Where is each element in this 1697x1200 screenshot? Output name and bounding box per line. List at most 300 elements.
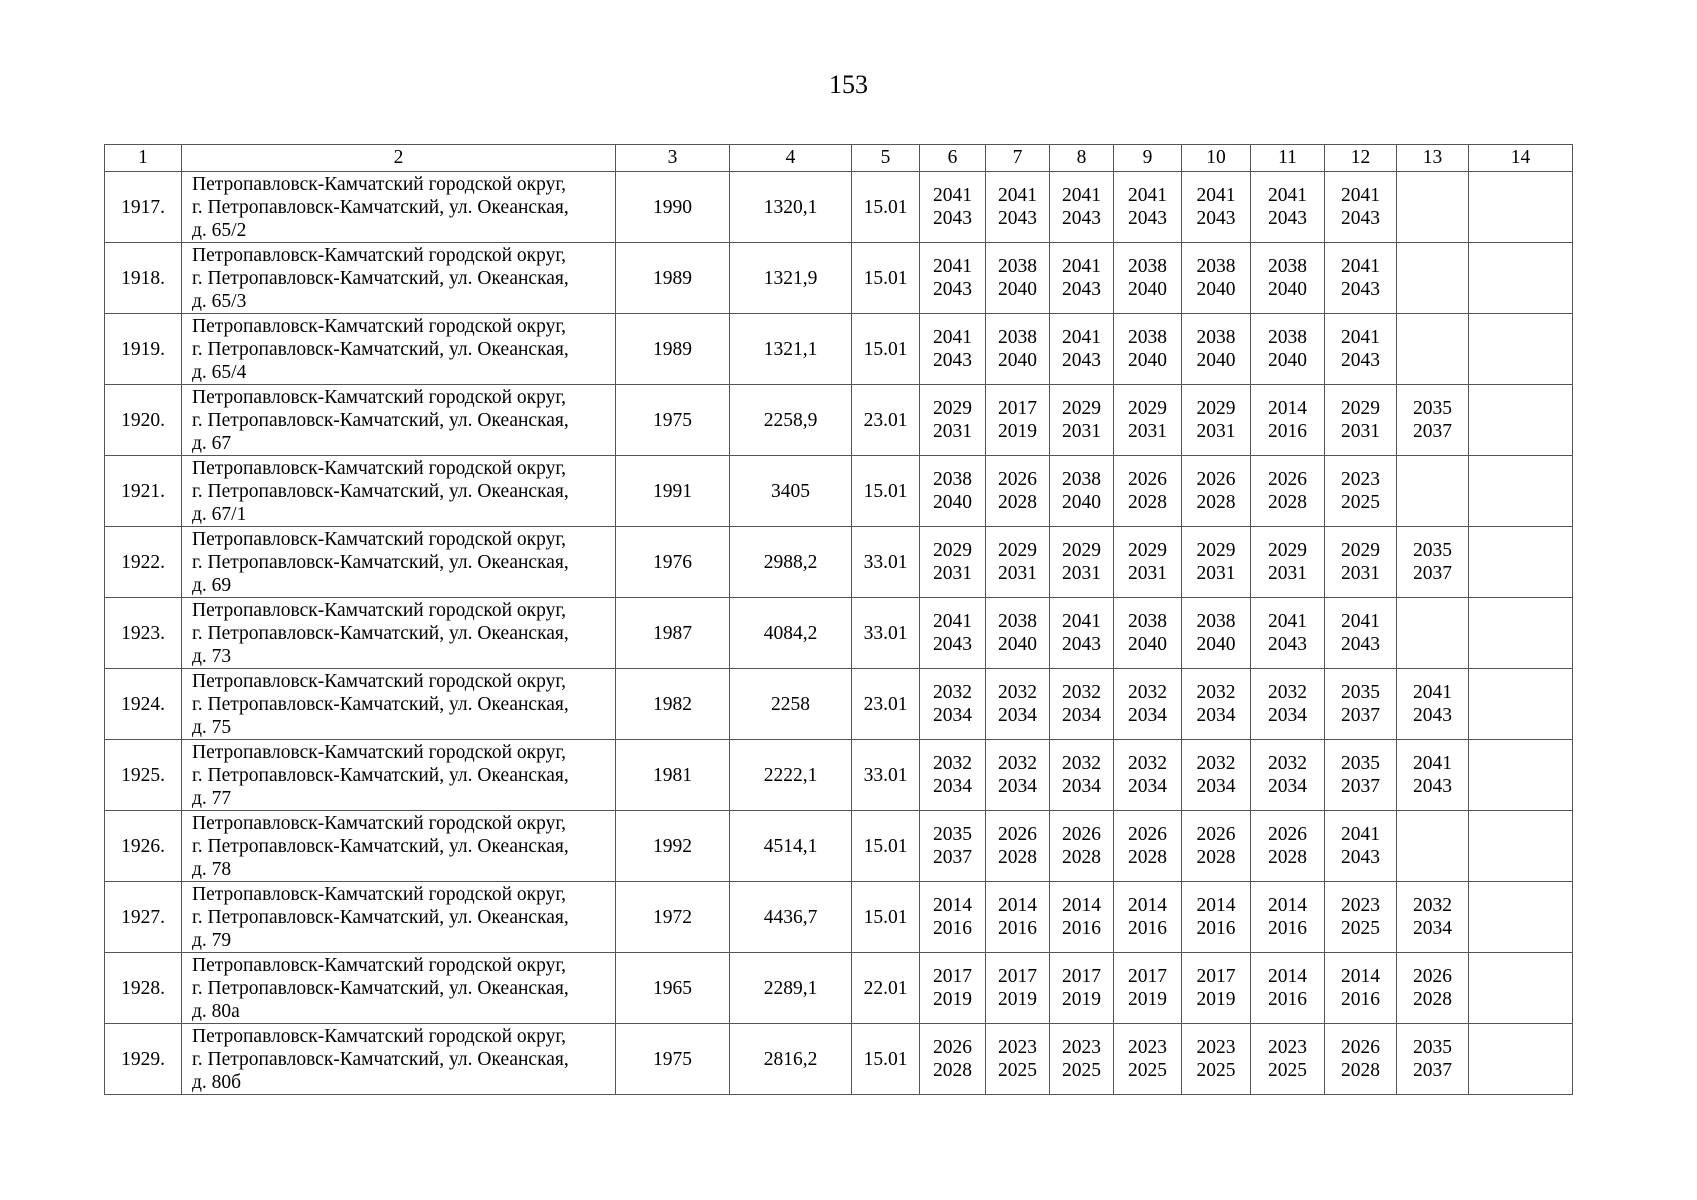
- period-start-year: 2023: [1062, 1037, 1101, 1058]
- address-line: д. 75: [192, 716, 232, 738]
- period-start-year: 2017: [998, 398, 1037, 419]
- period-end-year: 2040: [1196, 279, 1236, 300]
- address-cell: [182, 172, 616, 243]
- period-cell-col-11: [1251, 669, 1325, 740]
- address-line: д. 80а: [192, 1000, 240, 1022]
- period-end-year: 2040: [1128, 634, 1167, 655]
- period-cell-col-8: [1050, 527, 1114, 598]
- period-end-year: 2040: [933, 492, 972, 513]
- row-number-cell: 1926.: [105, 811, 182, 882]
- period-start-year: 2026: [1341, 1037, 1380, 1058]
- period-start-year: 2041: [1413, 753, 1452, 774]
- period-start-year: 2023: [1268, 1037, 1307, 1058]
- row-number-cell: 1919.: [105, 314, 182, 385]
- period-end-year: 2043: [1341, 847, 1380, 868]
- address-line: г. Петропавловск-Камчатский, ул. Океанская,: [192, 835, 569, 857]
- period-start-year: 2032: [1062, 753, 1101, 774]
- area-cell: 3405: [730, 456, 852, 527]
- period-start-year: 2026: [1268, 824, 1307, 845]
- period-start-year: 2032: [1413, 895, 1452, 916]
- period-cell-col-6: [920, 953, 986, 1024]
- year-cell: 1989: [616, 314, 730, 385]
- period-start-year: 2026: [998, 824, 1037, 845]
- period-cell-col-11: [1251, 598, 1325, 669]
- period-start-year: 2026: [933, 1037, 972, 1058]
- period-end-year: 2028: [1341, 1060, 1380, 1081]
- period-cell-col-7: [986, 456, 1050, 527]
- code-cell: 15.01: [852, 456, 920, 527]
- code-cell: 33.01: [852, 527, 920, 598]
- area-cell: 2289,1: [730, 953, 852, 1024]
- period-end-year: 2028: [1128, 847, 1167, 868]
- address-line: Петропавловск-Камчатский городской округ,: [192, 741, 567, 763]
- row-number-cell: 1920.: [105, 385, 182, 456]
- address-line: г. Петропавловск-Камчатский, ул. Океанская,: [192, 338, 569, 360]
- period-end-year: 2034: [1128, 705, 1167, 726]
- period-cell-col-12: [1325, 598, 1397, 669]
- period-cell-col-10: [1182, 385, 1251, 456]
- table-row: [105, 172, 1573, 243]
- period-cell-col-9: [1114, 882, 1182, 953]
- code-cell: 15.01: [852, 172, 920, 243]
- housing-table: [104, 144, 1573, 1095]
- period-cell-col-8: [1050, 172, 1114, 243]
- col14-cell: [1469, 172, 1573, 243]
- period-end-year: 2019: [998, 421, 1037, 442]
- address-line: д. 65/2: [192, 219, 247, 241]
- period-cell-col-11: [1251, 527, 1325, 598]
- period-end-year: 2019: [1062, 989, 1101, 1010]
- col14-cell: [1469, 669, 1573, 740]
- period-start-year: 2038: [1196, 611, 1236, 632]
- period-cell-col-6: [920, 598, 986, 669]
- area-cell: 4084,2: [730, 598, 852, 669]
- period-start-year: 2014: [1062, 895, 1101, 916]
- period-start-year: 2017: [1062, 966, 1101, 987]
- period-end-year: 2040: [1062, 492, 1101, 513]
- period-start-year: 2041: [1341, 611, 1380, 632]
- period-end-year: 2043: [1341, 279, 1380, 300]
- period-cell-col-13: [1397, 314, 1469, 385]
- period-end-year: 2040: [1268, 279, 1307, 300]
- period-end-year: 2025: [1341, 492, 1380, 513]
- address-cell: [182, 669, 616, 740]
- area-cell: 1321,9: [730, 243, 852, 314]
- period-cell-col-10: [1182, 669, 1251, 740]
- period-start-year: 2017: [1196, 966, 1236, 987]
- period-end-year: 2043: [933, 279, 972, 300]
- column-header-4: 4: [730, 145, 852, 172]
- period-end-year: 2028: [1128, 492, 1167, 513]
- period-start-year: 2038: [1128, 611, 1167, 632]
- period-cell-col-8: [1050, 882, 1114, 953]
- period-start-year: 2026: [1128, 824, 1167, 845]
- period-end-year: 2043: [1268, 634, 1307, 655]
- column-header-11: 11: [1251, 145, 1325, 172]
- period-start-year: 2032: [998, 753, 1037, 774]
- year-cell: 1965: [616, 953, 730, 1024]
- period-start-year: 2026: [998, 469, 1037, 490]
- period-start-year: 2041: [1062, 185, 1101, 206]
- code-cell: 15.01: [852, 1024, 920, 1095]
- page-number: 153: [829, 70, 868, 99]
- address-line: д. 67: [192, 432, 232, 454]
- period-cell-col-6: [920, 527, 986, 598]
- period-end-year: 2019: [1196, 989, 1236, 1010]
- column-header-10: 10: [1182, 145, 1251, 172]
- period-end-year: 2016: [1268, 989, 1307, 1010]
- col14-cell: [1469, 882, 1573, 953]
- period-start-year: 2041: [1268, 185, 1307, 206]
- area-cell: 4436,7: [730, 882, 852, 953]
- period-end-year: 2037: [1413, 563, 1452, 584]
- period-cell-col-9: [1114, 456, 1182, 527]
- period-cell-col-12: [1325, 882, 1397, 953]
- period-cell-col-12: [1325, 740, 1397, 811]
- period-start-year: 2017: [933, 966, 972, 987]
- period-end-year: 2025: [1341, 918, 1380, 939]
- area-cell: 2988,2: [730, 527, 852, 598]
- period-start-year: 2017: [1128, 966, 1167, 987]
- period-end-year: 2031: [1062, 421, 1101, 442]
- period-cell-col-6: [920, 243, 986, 314]
- period-cell-col-9: [1114, 740, 1182, 811]
- period-end-year: 2019: [1128, 989, 1167, 1010]
- period-start-year: 2023: [1196, 1037, 1236, 1058]
- period-end-year: 2031: [1196, 563, 1236, 584]
- period-start-year: 2038: [1128, 256, 1167, 277]
- code-cell: 22.01: [852, 953, 920, 1024]
- period-end-year: 2043: [998, 208, 1037, 229]
- row-number-cell: 1917.: [105, 172, 182, 243]
- period-cell-col-7: [986, 811, 1050, 882]
- address-line: Петропавловск-Камчатский городской округ,: [192, 457, 567, 479]
- period-start-year: 2032: [998, 682, 1037, 703]
- period-cell-col-9: [1114, 598, 1182, 669]
- col14-cell: [1469, 953, 1573, 1024]
- period-start-year: 2023: [998, 1037, 1037, 1058]
- period-end-year: 2016: [1341, 989, 1380, 1010]
- address-cell: [182, 1024, 616, 1095]
- col14-cell: [1469, 456, 1573, 527]
- period-start-year: 2035: [1413, 540, 1452, 561]
- address-line: д. 77: [192, 787, 232, 809]
- period-start-year: 2026: [1196, 824, 1236, 845]
- year-cell: 1990: [616, 172, 730, 243]
- table-row: [105, 456, 1573, 527]
- period-cell-col-7: [986, 953, 1050, 1024]
- period-cell-col-6: [920, 811, 986, 882]
- period-end-year: 2016: [1196, 918, 1236, 939]
- period-cell-col-6: [920, 882, 986, 953]
- address-line: г. Петропавловск-Камчатский, ул. Океанская,: [192, 551, 569, 573]
- address-line: Петропавловск-Камчатский городской округ,: [192, 528, 567, 550]
- period-start-year: 2035: [1341, 753, 1380, 774]
- row-number-cell: 1929.: [105, 1024, 182, 1095]
- area-cell: 2222,1: [730, 740, 852, 811]
- period-start-year: 2041: [933, 256, 972, 277]
- period-cell-col-7: [986, 385, 1050, 456]
- period-end-year: 2028: [1413, 989, 1452, 1010]
- table-row: [105, 527, 1573, 598]
- period-start-year: 2035: [933, 824, 972, 845]
- period-start-year: 2035: [1413, 398, 1452, 419]
- address-line: г. Петропавловск-Камчатский, ул. Океанская,: [192, 267, 569, 289]
- period-cell-col-8: [1050, 598, 1114, 669]
- area-cell: 2258: [730, 669, 852, 740]
- column-header-12: 12: [1325, 145, 1397, 172]
- period-cell-col-12: [1325, 953, 1397, 1024]
- period-cell-col-9: [1114, 1024, 1182, 1095]
- address-line: Петропавловск-Камчатский городской округ,: [192, 315, 567, 337]
- period-cell-col-9: [1114, 314, 1182, 385]
- address-cell: [182, 953, 616, 1024]
- address-line: Петропавловск-Камчатский городской округ,: [192, 386, 567, 408]
- table-row: [105, 385, 1573, 456]
- period-start-year: 2041: [1413, 682, 1452, 703]
- period-cell-col-12: [1325, 314, 1397, 385]
- period-start-year: 2038: [998, 611, 1037, 632]
- area-cell: 2816,2: [730, 1024, 852, 1095]
- column-header-9: 9: [1114, 145, 1182, 172]
- period-start-year: 2032: [1268, 682, 1307, 703]
- period-start-year: 2038: [1062, 469, 1101, 490]
- period-start-year: 2026: [1128, 469, 1167, 490]
- period-start-year: 2014: [1196, 895, 1236, 916]
- period-end-year: 2031: [998, 563, 1037, 584]
- period-start-year: 2032: [1062, 682, 1101, 703]
- period-cell-col-11: [1251, 172, 1325, 243]
- column-header-8: 8: [1050, 145, 1114, 172]
- period-cell-col-8: [1050, 1024, 1114, 1095]
- address-line: Петропавловск-Камчатский городской округ,: [192, 173, 567, 195]
- row-number-cell: 1921.: [105, 456, 182, 527]
- period-end-year: 2031: [933, 563, 972, 584]
- code-cell: 33.01: [852, 598, 920, 669]
- period-start-year: 2041: [1062, 611, 1101, 632]
- col14-cell: [1469, 740, 1573, 811]
- address-cell: [182, 527, 616, 598]
- period-start-year: 2029: [1062, 540, 1101, 561]
- address-line: д. 65/4: [192, 361, 247, 383]
- period-start-year: 2041: [1341, 256, 1380, 277]
- period-end-year: 2040: [1268, 350, 1307, 371]
- row-number-cell: 1927.: [105, 882, 182, 953]
- period-cell-col-12: [1325, 243, 1397, 314]
- period-end-year: 2043: [933, 208, 972, 229]
- code-cell: 33.01: [852, 740, 920, 811]
- period-cell-col-10: [1182, 811, 1251, 882]
- period-end-year: 2043: [1413, 776, 1452, 797]
- column-header-14: 14: [1469, 145, 1573, 172]
- period-start-year: 2029: [1128, 540, 1167, 561]
- period-end-year: 2034: [1268, 705, 1307, 726]
- period-start-year: 2041: [1341, 327, 1380, 348]
- period-cell-col-10: [1182, 172, 1251, 243]
- period-start-year: 2023: [1128, 1037, 1167, 1058]
- address-line: Петропавловск-Камчатский городской округ,: [192, 599, 567, 621]
- period-end-year: 2031: [1128, 421, 1167, 442]
- table-header: [105, 145, 1573, 172]
- period-end-year: 2031: [1128, 563, 1167, 584]
- period-cell-col-8: [1050, 669, 1114, 740]
- year-cell: 1975: [616, 1024, 730, 1095]
- period-end-year: 2043: [1196, 208, 1236, 229]
- year-cell: 1981: [616, 740, 730, 811]
- table-row: [105, 953, 1573, 1024]
- period-end-year: 2037: [933, 847, 972, 868]
- address-line: Петропавловск-Камчатский городской округ,: [192, 954, 567, 976]
- period-cell-col-10: [1182, 882, 1251, 953]
- period-cell-col-13: [1397, 811, 1469, 882]
- period-start-year: 2032: [933, 753, 972, 774]
- period-cell-col-9: [1114, 172, 1182, 243]
- period-end-year: 2043: [1341, 208, 1380, 229]
- period-start-year: 2026: [1196, 469, 1236, 490]
- period-start-year: 2029: [1268, 540, 1307, 561]
- address-cell: [182, 243, 616, 314]
- period-end-year: 2031: [1341, 421, 1380, 442]
- col14-cell: [1469, 243, 1573, 314]
- period-cell-col-9: [1114, 527, 1182, 598]
- address-line: Петропавловск-Камчатский городской округ,: [192, 883, 567, 905]
- period-end-year: 2031: [1341, 563, 1380, 584]
- code-cell: 23.01: [852, 669, 920, 740]
- period-cell-col-6: [920, 740, 986, 811]
- period-start-year: 2041: [1196, 185, 1236, 206]
- address-cell: [182, 314, 616, 385]
- period-cell-col-13: [1397, 243, 1469, 314]
- address-line: Петропавловск-Камчатский городской округ,: [192, 1025, 567, 1047]
- period-start-year: 2038: [998, 256, 1037, 277]
- period-start-year: 2038: [1128, 327, 1167, 348]
- period-end-year: 2043: [933, 634, 972, 655]
- period-start-year: 2029: [1196, 540, 1236, 561]
- code-cell: 15.01: [852, 811, 920, 882]
- period-cell-col-8: [1050, 243, 1114, 314]
- period-cell-col-9: [1114, 243, 1182, 314]
- period-cell-col-12: [1325, 669, 1397, 740]
- period-cell-col-11: [1251, 456, 1325, 527]
- col14-cell: [1469, 811, 1573, 882]
- period-end-year: 2028: [998, 847, 1037, 868]
- period-cell-col-13: [1397, 456, 1469, 527]
- period-cell-col-8: [1050, 456, 1114, 527]
- period-end-year: 2034: [1062, 705, 1101, 726]
- table-row: [105, 811, 1573, 882]
- period-end-year: 2025: [998, 1060, 1037, 1081]
- period-cell-col-8: [1050, 740, 1114, 811]
- period-cell-col-10: [1182, 1024, 1251, 1095]
- period-start-year: 2032: [1268, 753, 1307, 774]
- period-cell-col-12: [1325, 811, 1397, 882]
- period-start-year: 2041: [933, 327, 972, 348]
- period-end-year: 2034: [933, 705, 972, 726]
- period-end-year: 2016: [1062, 918, 1101, 939]
- period-cell-col-8: [1050, 811, 1114, 882]
- period-end-year: 2034: [1268, 776, 1307, 797]
- row-number-cell: 1918.: [105, 243, 182, 314]
- period-start-year: 2035: [1413, 1037, 1452, 1058]
- period-start-year: 2041: [1128, 185, 1167, 206]
- table-row: [105, 1024, 1573, 1095]
- period-start-year: 2026: [1268, 469, 1307, 490]
- period-start-year: 2014: [998, 895, 1037, 916]
- period-end-year: 2031: [1196, 421, 1236, 442]
- year-cell: 1989: [616, 243, 730, 314]
- period-cell-col-10: [1182, 456, 1251, 527]
- period-end-year: 2043: [1062, 634, 1101, 655]
- period-end-year: 2037: [1413, 1060, 1452, 1081]
- period-end-year: 2037: [1341, 776, 1380, 797]
- period-cell-col-9: [1114, 811, 1182, 882]
- period-cell-col-10: [1182, 243, 1251, 314]
- period-end-year: 2043: [1128, 208, 1167, 229]
- period-cell-col-10: [1182, 527, 1251, 598]
- period-cell-col-10: [1182, 953, 1251, 1024]
- area-cell: 1320,1: [730, 172, 852, 243]
- period-cell-col-7: [986, 314, 1050, 385]
- period-end-year: 2031: [1268, 563, 1307, 584]
- period-start-year: 2026: [1062, 824, 1101, 845]
- address-line: д. 73: [192, 645, 232, 667]
- code-cell: 15.01: [852, 314, 920, 385]
- period-end-year: 2034: [1128, 776, 1167, 797]
- period-start-year: 2026: [1413, 966, 1452, 987]
- period-cell-col-13: [1397, 882, 1469, 953]
- period-start-year: 2041: [1062, 256, 1101, 277]
- period-start-year: 2029: [1196, 398, 1236, 419]
- period-cell-col-7: [986, 172, 1050, 243]
- period-end-year: 2028: [1268, 847, 1307, 868]
- period-cell-col-8: [1050, 953, 1114, 1024]
- column-header-5: 5: [852, 145, 920, 172]
- period-start-year: 2029: [1341, 540, 1380, 561]
- period-start-year: 2041: [933, 611, 972, 632]
- period-end-year: 2016: [933, 918, 972, 939]
- period-cell-col-11: [1251, 1024, 1325, 1095]
- address-line: д. 67/1: [192, 503, 247, 525]
- period-end-year: 2034: [1413, 918, 1452, 939]
- period-start-year: 2041: [1341, 824, 1380, 845]
- period-start-year: 2041: [1268, 611, 1307, 632]
- period-end-year: 2037: [1413, 421, 1452, 442]
- period-cell-col-7: [986, 598, 1050, 669]
- period-end-year: 2043: [1062, 350, 1101, 371]
- address-line: Петропавловск-Камчатский городской округ,: [192, 244, 567, 266]
- year-cell: 1975: [616, 385, 730, 456]
- period-start-year: 2023: [1341, 895, 1380, 916]
- period-cell-col-13: [1397, 1024, 1469, 1095]
- period-cell-col-12: [1325, 1024, 1397, 1095]
- address-cell: [182, 882, 616, 953]
- period-end-year: 2043: [933, 350, 972, 371]
- period-end-year: 2028: [1268, 492, 1307, 513]
- period-end-year: 2016: [1268, 421, 1307, 442]
- period-start-year: 2032: [1128, 682, 1167, 703]
- period-start-year: 2014: [1268, 966, 1307, 987]
- period-end-year: 2028: [1196, 847, 1236, 868]
- period-cell-col-6: [920, 456, 986, 527]
- period-end-year: 2034: [933, 776, 972, 797]
- period-cell-col-7: [986, 527, 1050, 598]
- period-end-year: 2043: [1268, 208, 1307, 229]
- period-start-year: 2014: [1268, 398, 1307, 419]
- period-cell-col-11: [1251, 314, 1325, 385]
- address-line: г. Петропавловск-Камчатский, ул. Океанская,: [192, 693, 569, 715]
- period-start-year: 2035: [1341, 682, 1380, 703]
- period-cell-col-8: [1050, 314, 1114, 385]
